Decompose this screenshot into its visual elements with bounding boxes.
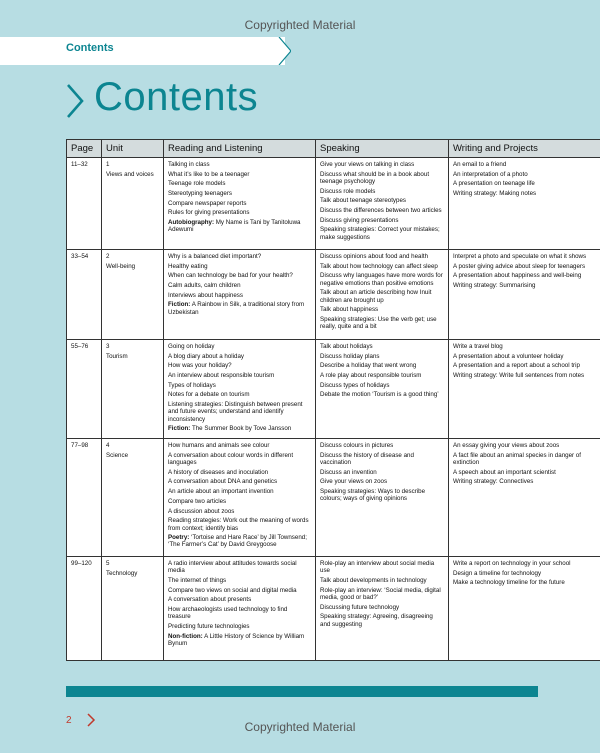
page-range-cell: 77–98	[67, 439, 102, 557]
list-item: Rules for giving presentations	[168, 209, 250, 217]
page-range-cell: 99–120	[67, 557, 102, 661]
list-item: A blog diary about a holiday	[168, 352, 245, 360]
unit-number: 2	[106, 253, 110, 260]
list-item: Discuss types of holidays	[320, 381, 390, 389]
list-item: Debate the motion ‘Tourism is a good thing’	[320, 391, 439, 399]
section-tab-arrow	[271, 37, 291, 65]
list-item: Design a timeline for technology	[453, 569, 542, 577]
list-item: Going on holiday	[168, 343, 215, 350]
reading-listening-cell	[164, 557, 316, 661]
list-item: Role-play an interview: ‘Social media, digital media, good or bad?’	[320, 586, 441, 602]
page-range-cell: 11–32	[67, 158, 102, 250]
list-item: Speaking strategy: Agreeing, disagreeing and suggesting	[320, 613, 433, 628]
list-item: Give your views on zoos	[320, 478, 388, 486]
list-item: Compare two articles	[168, 497, 227, 505]
page-number: 2	[66, 715, 72, 726]
list-item: Non-fiction: A Little History of Science by William Bynum	[168, 632, 305, 648]
writing-projects-cell	[449, 557, 600, 661]
list-item: Discuss giving presentations	[320, 216, 399, 224]
list-item: An article about an important invention	[168, 488, 274, 496]
list-item: When can technology be bad for your health?	[168, 272, 293, 280]
list-item: Talk about happiness	[320, 306, 379, 314]
list-item: Writing strategy: Making notes	[453, 190, 537, 198]
unit-cell	[102, 340, 164, 439]
writing-projects-cell	[449, 340, 600, 439]
list-item: A presentation on teenage life	[453, 180, 535, 188]
list-item: Discuss role models	[320, 187, 376, 195]
writing-projects-cell	[449, 439, 600, 557]
list-item: Interpret a photo and speculate on what it shows	[453, 253, 587, 260]
list-item: Notes for a debate on tourism	[168, 391, 250, 399]
unit-cell	[102, 250, 164, 340]
table-row	[67, 250, 600, 340]
list-item: Write a report on technology in your school	[453, 560, 571, 568]
section-tab-label: Contents	[66, 42, 114, 54]
speaking-cell	[316, 250, 449, 340]
page-range-cell: 33–54	[67, 250, 102, 340]
list-item: How archaeologists used technology to find treasure	[168, 606, 288, 621]
list-item: Writing strategy: Write full sentences from notes	[453, 372, 585, 380]
list-item: Predicting future technologies	[168, 623, 250, 631]
list-item: Types of holidays	[168, 381, 216, 389]
list-item: Discuss what should be in a book about teenage psychology	[320, 170, 430, 185]
table-row	[67, 557, 600, 661]
writing-projects-cell	[449, 250, 600, 340]
list-item: Discuss why languages have more words for negative emotions than positive emotions	[320, 272, 443, 287]
list-item: Autobiography: My Name is Tani by Tanitoluwa Adewumi	[168, 219, 301, 234]
list-item: Writing strategy: Connectives	[453, 478, 534, 486]
list-item: A presentation about a volunteer holiday	[453, 352, 564, 360]
list-item: An email to a friend	[453, 161, 507, 168]
list-item: Talk about an article describing how Inuit children are brought up	[320, 289, 432, 304]
speaking-cell	[316, 340, 449, 439]
page-title: Contents	[94, 75, 259, 119]
reading-listening-cell	[164, 158, 316, 250]
table-row	[67, 158, 600, 250]
speaking-cell	[316, 557, 449, 661]
list-item: How was your holiday?	[168, 362, 232, 370]
header-unit: Unit	[102, 140, 164, 158]
title-chevron-icon	[64, 82, 86, 120]
table-row	[67, 439, 600, 557]
list-item: A poster giving advice about sleep for teenagers	[453, 262, 586, 270]
list-item: A presentation about happiness and well-being	[453, 272, 582, 280]
list-item: Discussing future technology	[320, 603, 400, 611]
unit-number: 1	[106, 161, 110, 168]
list-item: A fact file about an animal species in danger of extinction	[453, 451, 581, 467]
list-item: Stereotyping teenagers	[168, 190, 232, 198]
speaking-cell	[316, 158, 449, 250]
list-item: An interview about responsible tourism	[168, 372, 275, 380]
list-item: Healthy eating	[168, 262, 208, 270]
list-item: A conversation about DNA and genetics	[168, 478, 278, 486]
list-item: Teenage role models	[168, 180, 226, 188]
list-item: Make a technology timeline for the future	[453, 579, 565, 587]
list-item: Describe a holiday that went wrong	[320, 362, 417, 370]
list-item: How humans and animals see colour	[168, 442, 270, 450]
list-item: Role-play an interview about social media use	[320, 560, 435, 575]
list-item: A radio interview about attitudes towards social media	[168, 560, 297, 575]
unit-number: 4	[106, 442, 110, 450]
list-item: Discuss holiday plans	[320, 352, 380, 360]
unit-name: Views and voices	[106, 171, 154, 179]
table-header-row	[67, 140, 600, 158]
header-page: Page	[67, 140, 102, 158]
list-item: Fiction: The Summer Book by Tove Jansson	[168, 425, 292, 433]
header-speaking: Speaking	[316, 140, 449, 158]
footer-bar	[66, 686, 538, 697]
list-item: Talk about holidays	[320, 343, 373, 350]
list-item: Talk about how technology can affect sleep	[320, 262, 438, 270]
header-writing-projects: Writing and Projects	[449, 140, 600, 158]
unit-name: Well-being	[106, 263, 136, 271]
copyright-watermark-top: Copyrighted Material	[244, 18, 356, 32]
list-item: An interpretation of a photo	[453, 170, 528, 178]
list-item: Fiction: A Rainbow in Silk, a traditional story from Uzbekistan	[168, 301, 305, 316]
reading-listening-cell	[164, 340, 316, 439]
list-item: A conversation about colour words in different languages	[168, 451, 294, 467]
list-item: Talk about developments in technology	[320, 577, 427, 585]
unit-cell	[102, 557, 164, 661]
list-item: Speaking strategies: Use the verb get; use really, quite and a bit	[320, 316, 437, 331]
list-item: Listening strategies: Distinguish between present and future events; understand and identify inconsistency	[168, 401, 303, 423]
speaking-cell	[316, 439, 449, 557]
list-item: Why is a balanced diet important?	[168, 253, 262, 260]
unit-name: Science	[106, 452, 129, 460]
list-item: A speech about an important scientist	[453, 468, 556, 476]
list-item: Speaking strategies: Ways to describe colours; ways of giving opinions	[320, 488, 426, 503]
header-reading-listening: Reading and Listening	[164, 140, 316, 158]
list-item: Compare two views on social and digital media	[168, 586, 297, 594]
list-item: An essay giving your views about zoos	[453, 442, 560, 450]
list-item: Talk about teenage stereotypes	[320, 197, 406, 205]
list-item: Poetry: ‘Tortoise and Hare Race’ by Jill Townsend; ‘The Farmer’s Cat’ by David Greygoose	[168, 534, 307, 549]
list-item: A history of diseases and inoculation	[168, 468, 269, 476]
unit-name: Tourism	[106, 353, 128, 361]
unit-name: Technology	[106, 570, 138, 578]
reading-listening-cell	[164, 439, 316, 557]
list-item: Discuss colours in pictures	[320, 442, 394, 450]
list-item: Writing strategy: Summarising	[453, 282, 536, 290]
unit-number: 3	[106, 343, 110, 350]
list-item: Discuss opinions about food and health	[320, 253, 429, 260]
list-item: Talking in class	[168, 161, 210, 168]
list-item: A role play about responsible tourism	[320, 372, 422, 380]
list-item: Compare newspaper reports	[168, 199, 247, 207]
list-item: Discuss the history of disease and vaccination	[320, 451, 414, 467]
list-item: Give your views on talking in class	[320, 161, 415, 168]
unit-cell	[102, 439, 164, 557]
list-item: A discussion about zoos	[168, 507, 235, 515]
writing-projects-cell	[449, 158, 600, 250]
list-item: Interviews about happiness	[168, 291, 243, 299]
unit-cell	[102, 158, 164, 250]
list-item: A conversation about presents	[168, 596, 252, 604]
copyright-watermark-bottom: Copyrighted Material	[244, 720, 356, 734]
unit-number: 5	[106, 560, 110, 568]
table-row	[67, 340, 600, 439]
page-range-cell: 55–76	[67, 340, 102, 439]
list-item: Calm adults, calm children	[168, 282, 241, 290]
reading-listening-cell	[164, 250, 316, 340]
list-item: Write a travel blog	[453, 343, 503, 350]
list-item: The internet of things	[168, 577, 227, 585]
list-item: Discuss an invention	[320, 468, 377, 476]
list-item: Reading strategies: Work out the meaning of words from context; identify bias	[168, 517, 309, 532]
list-item: A presentation and a report about a school trip	[453, 362, 580, 370]
contents-table	[66, 139, 600, 661]
list-item: Discuss the differences between two articles	[320, 207, 442, 215]
section-tab	[0, 37, 285, 65]
list-item: Speaking strategies: Correct your mistakes; make suggestions	[320, 226, 440, 241]
list-item: What it’s like to be a teenager	[168, 170, 250, 178]
